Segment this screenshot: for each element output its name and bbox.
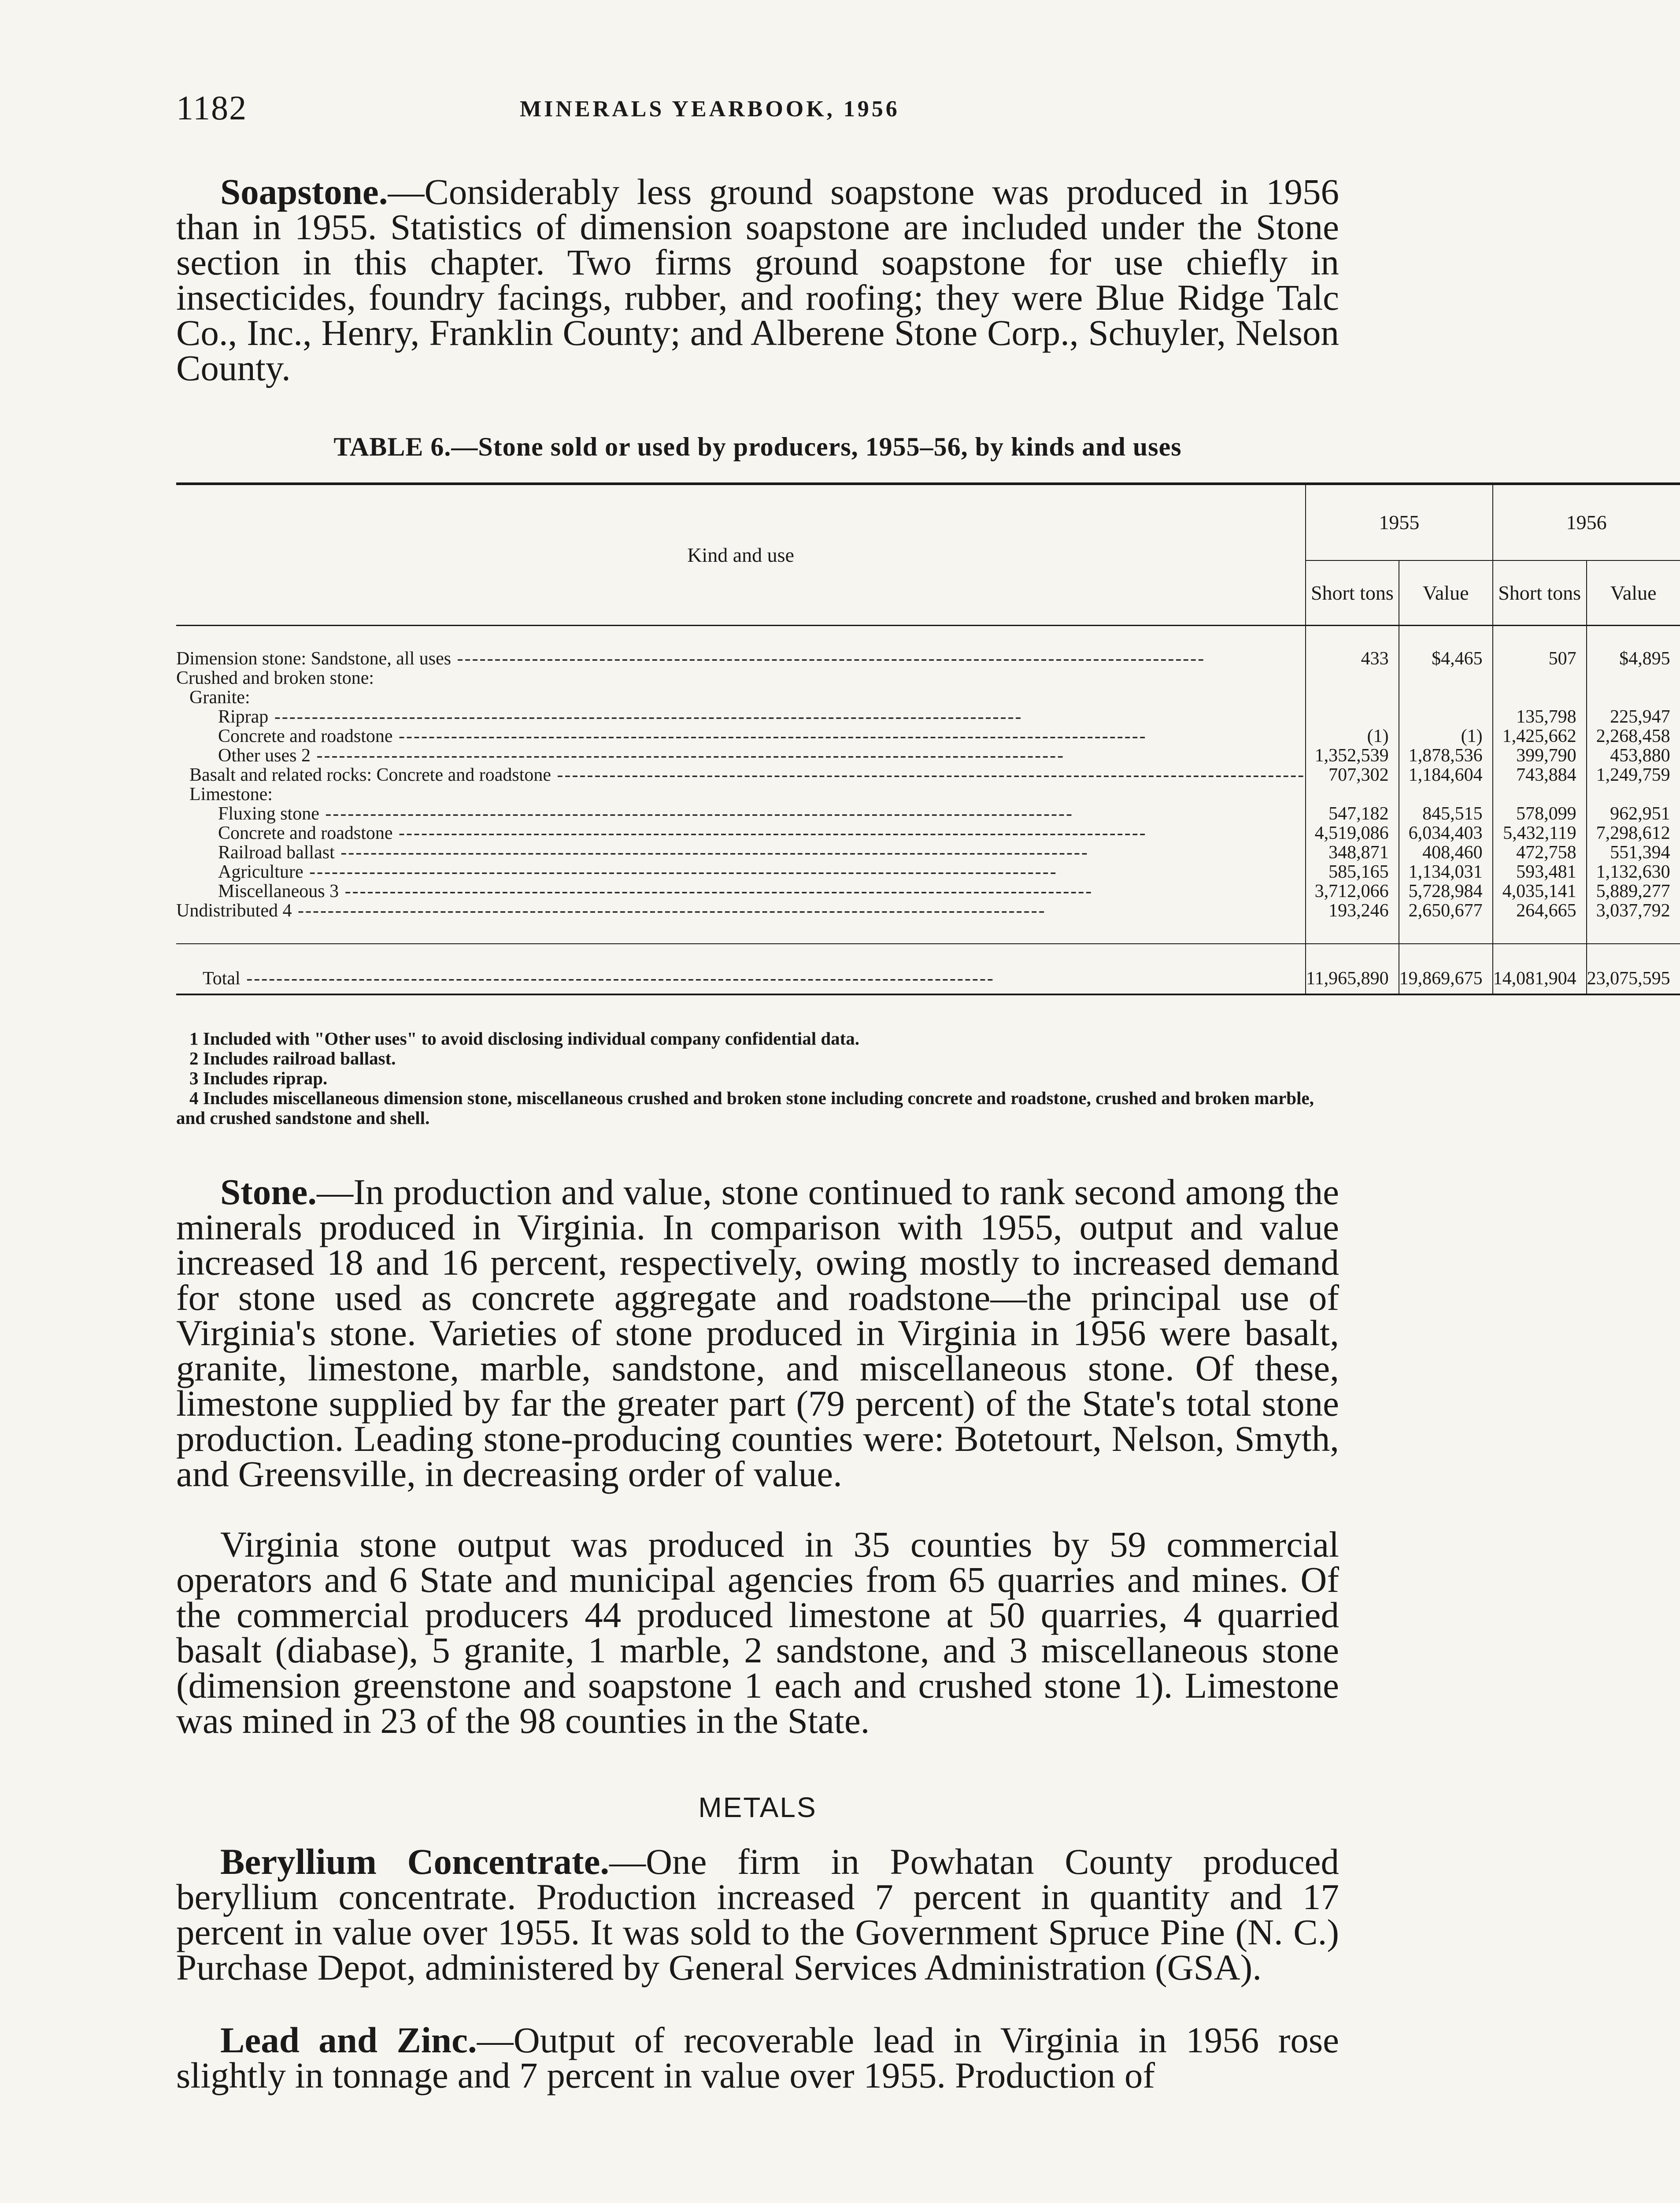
cell-v1955 xyxy=(1399,707,1493,727)
cell-t1956: 399,790 xyxy=(1493,746,1587,765)
row-label: Basalt and related rocks: Concrete and roadstone ----- xyxy=(176,765,1306,785)
cell-t1955: 585,165 xyxy=(1306,862,1399,882)
paragraph-stone xyxy=(176,1172,1339,1494)
cell-v1955 xyxy=(1399,785,1493,804)
cell-v1956: 3,037,792 xyxy=(1587,901,1680,944)
cell-t1955: 348,871 xyxy=(1306,843,1399,862)
row-label: Concrete and roadstone ----- xyxy=(176,823,1306,843)
cell-v1956: 1,249,759 xyxy=(1587,765,1680,785)
cell-t1956: 5,432,119 xyxy=(1493,823,1587,843)
footnote: 4 Includes miscellaneous dimension stone, miscellaneous crushed and broken stone including concrete and roadstone, crushed and broken marble, and crushed sandstone and shell. xyxy=(176,1088,1314,1128)
cell-t1955: 707,302 xyxy=(1306,765,1399,785)
cell-v1955: $4,465 xyxy=(1399,626,1493,669)
cell-v1955: 2,650,677 xyxy=(1399,901,1493,944)
cell-t1956 xyxy=(1493,785,1587,804)
row-label: Miscellaneous 3 ----- xyxy=(176,882,1306,901)
cell-t1956: 578,099 xyxy=(1493,804,1587,823)
cell-t1956: 264,665 xyxy=(1493,901,1587,944)
row-label: Undistributed 4 ----- xyxy=(176,901,1306,944)
paragraph-soapstone xyxy=(176,171,1339,388)
cell-v1956: 5,889,277 xyxy=(1587,882,1680,901)
cell-t1955: 547,182 xyxy=(1306,804,1399,823)
paragraph-text: —Considerably less ground soapstone was produced in 1956 than in 1955. Statistics of dimension soapstone are included under the Stone section in this chapter. Two firms ground soapstone for use chiefly in insecticides, foundry facings, rubber, and roofing; they were Blue Ridge Talc Co., Inc., Henry, Franklin County; and Alberene Stone Corp., Schuyler, Nelson County. xyxy=(176,171,1339,388)
cell-t1955: 433 xyxy=(1306,626,1399,669)
cell-t1956: 4,035,141 xyxy=(1493,882,1587,901)
paragraph-virginia-output xyxy=(176,1524,1339,1741)
table-footnotes xyxy=(176,1029,1339,1128)
paragraph-lead: Stone. xyxy=(220,1172,317,1212)
cell-v1955: (1) xyxy=(1399,727,1493,746)
section-heading-metals: METALS xyxy=(698,1791,817,1823)
cell-v1955 xyxy=(1399,688,1493,707)
paragraph-lead: Soapstone. xyxy=(220,171,388,212)
table-row xyxy=(176,668,1680,688)
cell-v1956: $4,895 xyxy=(1587,626,1680,669)
row-label: Dimension stone: Sandstone, all uses ----- xyxy=(176,626,1306,669)
cell-t1955: 3,712,066 xyxy=(1306,882,1399,901)
row-label: Limestone: xyxy=(189,784,273,805)
running-title: MINERALS YEARBOOK, 1956 xyxy=(520,96,900,122)
cell-t1955: 1,352,539 xyxy=(1306,746,1399,765)
cell-v1955: 408,460 xyxy=(1399,843,1493,862)
table-row xyxy=(176,901,1680,944)
column-header-short-tons-1956: Short tons xyxy=(1493,560,1587,626)
table-row xyxy=(176,823,1680,843)
paragraph-lead: Beryllium Concentrate. xyxy=(220,1841,610,1882)
column-header-year-1956: 1956 xyxy=(1493,484,1680,560)
table-row xyxy=(176,882,1680,901)
cell-t1956: 1,425,662 xyxy=(1493,727,1587,746)
table-row xyxy=(176,804,1680,823)
cell-v1956: 225,947 xyxy=(1587,707,1680,727)
cell-t1956 xyxy=(1493,668,1587,688)
cell-v1956 xyxy=(1587,668,1680,688)
table-row xyxy=(176,843,1680,862)
table-row xyxy=(176,765,1680,785)
cell-t1956: 14,081,904 xyxy=(1493,944,1587,994)
cell-t1956 xyxy=(1493,688,1587,707)
table-total-row xyxy=(176,944,1680,994)
paragraph-text: —In production and value, stone continued to rank second among the minerals produced in Virginia. In comparison with 1955, output and value increased 18 and 16 percent, respectively, owing mostly to increased demand for stone used as concrete aggregate and roadstone—the principal use of Virginia's stone. Varieties of stone produced in Virginia in 1956 were basalt, granite, limestone, marble, sandstone, and miscellaneous stone. Of these, limestone supplied by far the greater part (79 percent) of the State's total stone production. Leading stone-producing counties were: Botetourt, Nelson, Smyth, and Greensville, in decreasing order of value. xyxy=(176,1172,1339,1494)
row-label: Total ----- xyxy=(176,944,1306,994)
column-header-kind: Kind and use xyxy=(687,543,794,566)
cell-t1955 xyxy=(1306,688,1399,707)
running-head xyxy=(176,88,1339,132)
cell-t1955: 193,246 xyxy=(1306,901,1399,944)
cell-v1955: 845,515 xyxy=(1399,804,1493,823)
row-label: Other uses 2 ----- xyxy=(176,746,1306,765)
footnote: 1 Included with "Other uses" to avoid disclosing individual company confidential data. xyxy=(189,1028,860,1049)
paragraph-text: Virginia stone output was produced in 35 counties by 59 commercial operators and 6 State and municipal agencies from 65 quarries and mines. Of the commercial producers 44 produced limestone at 50 quarries, 4 quarried basalt (diabase), 5 granite, 1 marble, 2 sandstone, and 3 miscellaneous stone (dimension greenstone and soapstone 1 each and crushed stone 1). Limestone was mined in 23 of the 98 counties in the State. xyxy=(176,1524,1339,1741)
footnote: 3 Includes riprap. xyxy=(189,1068,328,1088)
cell-t1956: 135,798 xyxy=(1493,707,1587,727)
cell-v1956 xyxy=(1587,785,1680,804)
row-label: Fluxing stone ----- xyxy=(176,804,1306,823)
row-label: Railroad ballast ----- xyxy=(176,843,1306,862)
cell-v1956: 962,951 xyxy=(1587,804,1680,823)
paragraph-lead-zinc xyxy=(176,2022,1339,2093)
cell-v1956: 1,132,630 xyxy=(1587,862,1680,882)
table-row xyxy=(176,626,1680,669)
paragraph-text: —One firm in Powhatan County produced beryllium concentrate. Production increased 7 percent in quantity and 17 percent in value over 1955. It was sold to the Government Spruce Pine (N. C.) Purchase Depot, administered by General Services Administration (GSA). xyxy=(176,1841,1339,1988)
table-row xyxy=(176,746,1680,765)
cell-v1955: 19,869,675 xyxy=(1399,944,1493,994)
cell-t1955 xyxy=(1306,707,1399,727)
footnote: 2 Includes railroad ballast. xyxy=(189,1048,396,1068)
table-row xyxy=(176,707,1680,727)
cell-v1956: 23,075,595 xyxy=(1587,944,1680,994)
cell-v1955: 1,184,604 xyxy=(1399,765,1493,785)
cell-v1956: 453,880 xyxy=(1587,746,1680,765)
cell-v1955: 1,134,031 xyxy=(1399,862,1493,882)
cell-t1956: 472,758 xyxy=(1493,843,1587,862)
cell-v1956: 551,394 xyxy=(1587,843,1680,862)
row-label: Concrete and roadstone ----- xyxy=(176,727,1306,746)
table-row xyxy=(176,727,1680,746)
cell-v1956 xyxy=(1587,688,1680,707)
table-row xyxy=(176,688,1680,707)
paragraph-beryllium xyxy=(176,1841,1339,1988)
column-header-value-1955: Value xyxy=(1399,560,1493,626)
cell-v1956: 7,298,612 xyxy=(1587,823,1680,843)
cell-v1955: 6,034,403 xyxy=(1399,823,1493,843)
cell-t1956: 593,481 xyxy=(1493,862,1587,882)
cell-t1955: (1) xyxy=(1306,727,1399,746)
column-header-year-1955: 1955 xyxy=(1306,484,1492,560)
row-label: Agriculture ----- xyxy=(176,862,1306,882)
cell-v1955: 5,728,984 xyxy=(1399,882,1493,901)
row-label: Crushed and broken stone: xyxy=(176,668,374,688)
cell-t1955 xyxy=(1306,668,1399,688)
page-number: 1182 xyxy=(176,89,248,127)
cell-t1956: 743,884 xyxy=(1493,765,1587,785)
stone-table xyxy=(176,482,1680,995)
cell-v1955: 1,878,536 xyxy=(1399,746,1493,765)
cell-v1956: 2,268,458 xyxy=(1587,727,1680,746)
cell-t1955: 11,965,890 xyxy=(1306,944,1399,994)
cell-t1955: 4,519,086 xyxy=(1306,823,1399,843)
paragraph-lead: Lead and Zinc. xyxy=(220,2020,477,2060)
column-header-short-tons-1955: Short tons xyxy=(1306,560,1399,626)
table-row xyxy=(176,785,1680,804)
row-label: Granite: xyxy=(189,687,250,708)
table-row xyxy=(176,862,1680,882)
column-header-value-1956: Value xyxy=(1587,560,1680,626)
cell-t1955 xyxy=(1306,785,1399,804)
paragraph-text: —Output of recoverable lead in Virginia in 1956 rose slightly in tonnage and 7 percent in value over 1955. Production of xyxy=(176,2020,1339,2095)
table-caption: TABLE 6.—Stone sold or used by producers, 1955–56, by kinds and uses xyxy=(333,432,1182,461)
cell-v1955 xyxy=(1399,668,1493,688)
cell-t1956: 507 xyxy=(1493,626,1587,669)
row-label: Riprap ----- xyxy=(176,707,1306,727)
